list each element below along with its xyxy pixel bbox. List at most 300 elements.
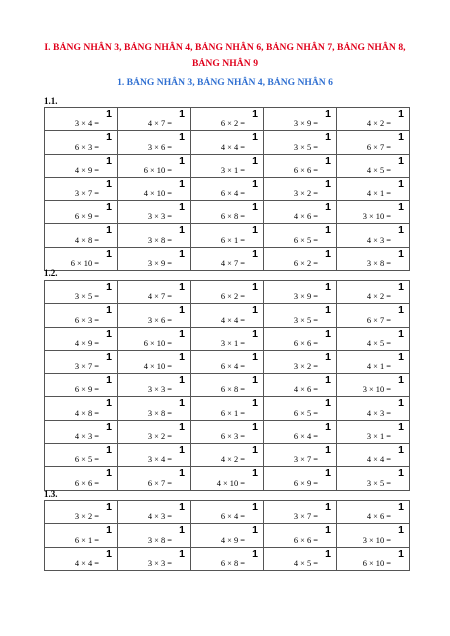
exercise-cell [337,501,410,524]
multiplication-expression: 3 × 3 = [147,212,172,222]
cell-content [264,548,336,570]
exercise-cell [45,524,118,547]
cell-content [45,524,117,546]
exercise-cell [118,444,191,467]
exercise-table [44,107,410,271]
cell-mark: 1 [106,154,112,167]
cell-content [264,224,336,246]
exercise-cell [45,304,118,327]
multiplication-expression: 4 × 5 = [366,165,391,175]
exercise-cell [337,524,410,547]
multiplication-expression: 6 × 2 = [220,292,245,302]
multiplication-expression: 4 × 7 = [147,292,172,302]
multiplication-expression: 4 × 7 = [220,259,245,269]
exercise-cell [45,547,118,570]
cell-mark: 1 [325,224,331,237]
exercise-cell [191,224,264,247]
exercise-cell [191,547,264,570]
multiplication-expression: 4 × 4 = [220,315,245,325]
exercise-cell [118,524,191,547]
cell-content [337,501,409,523]
cell-content [191,524,263,546]
exercise-cell [337,131,410,154]
cell-mark: 1 [106,304,112,317]
multiplication-expression: 4 × 1 = [366,362,391,372]
cell-content [264,444,336,466]
exercise-cell [337,247,410,270]
exercise-cell [118,108,191,131]
exercise-cell [191,501,264,524]
exercise-cell [264,201,337,224]
exercise-cell [337,420,410,443]
exercise-cell [337,108,410,131]
multiplication-expression: 3 × 3 = [147,558,172,568]
cell-content [191,248,263,270]
cell-mark: 1 [325,201,331,214]
cell-mark: 1 [325,304,331,317]
multiplication-expression: 3 × 2 = [147,432,172,442]
multiplication-expression: 4 × 5 = [366,338,391,348]
multiplication-expression: 3 × 8 = [147,408,172,418]
table-row [45,327,410,350]
cell-content [118,524,190,546]
exercise-cell [337,154,410,177]
multiplication-expression: 3 × 5 = [293,315,318,325]
exercise-cell [264,374,337,397]
exercise-cell [264,547,337,570]
exercise-cell [45,281,118,304]
multiplication-expression: 6 × 10 = [70,259,99,269]
multiplication-expression: 6 × 8 = [220,558,245,568]
exercise-cell [45,327,118,350]
multiplication-expression: 4 × 4 = [74,558,99,568]
cell-mark: 1 [325,131,331,144]
cell-content [45,304,117,326]
worksheet-title: I. BẢNG NHÂN 3, BẢNG NHÂN 4, BẢNG NHÂN 6, BẢNG NHÂN 7, BẢNG NHÂN 8, BẢNG NHÂN 9 [44,42,406,69]
cell-content [118,374,190,396]
exercise-cell [45,154,118,177]
exercise-cell [45,108,118,131]
multiplication-expression: 4 × 2 = [220,455,245,465]
exercise-cell [118,420,191,443]
exercise-cell [191,467,264,490]
exercise-cell [337,281,410,304]
exercise-cell [45,501,118,524]
cell-content [191,374,263,396]
cell-content [191,108,263,130]
cell-mark: 1 [325,524,331,537]
cell-content [45,467,117,489]
cell-mark: 1 [179,397,185,410]
table-row [45,420,410,443]
cell-content [45,328,117,350]
exercise-cell [264,397,337,420]
multiplication-expression: 3 × 8 = [147,535,172,545]
exercise-cell [118,177,191,200]
cell-content [45,178,117,200]
multiplication-expression: 6 × 10 = [143,338,172,348]
exercise-cell [337,374,410,397]
cell-content [191,178,263,200]
exercise-cell [191,327,264,350]
cell-mark: 1 [398,281,404,293]
exercise-cell [337,547,410,570]
table-row [45,547,410,570]
multiplication-expression: 3 × 9 = [147,259,172,269]
exercise-cell [118,397,191,420]
cell-content [45,108,117,130]
table-row [45,177,410,200]
exercise-cell [118,224,191,247]
multiplication-expression: 4 × 1 = [366,189,391,199]
table-row [45,397,410,420]
table-row [45,201,410,224]
cell-mark: 1 [398,397,404,410]
cell-mark: 1 [179,177,185,190]
cell-mark: 1 [398,350,404,363]
multiplication-expression: 4 × 6 = [293,212,318,222]
multiplication-expression: 3 × 10 = [362,212,391,222]
multiplication-expression: 6 × 7 = [147,478,172,488]
table-row [45,224,410,247]
cell-mark: 1 [398,327,404,340]
cell-mark: 1 [398,154,404,167]
multiplication-expression: 4 × 2 = [366,119,391,129]
section-label: 1.3. [44,489,58,499]
exercise-cell [264,327,337,350]
exercise-cell [191,177,264,200]
multiplication-expression: 6 × 4 = [220,362,245,372]
cell-mark: 1 [179,154,185,167]
exercise-cell [118,201,191,224]
cell-content [337,201,409,223]
cell-mark: 1 [252,420,258,433]
multiplication-expression: 4 × 4 = [220,142,245,152]
cell-content [264,524,336,546]
cell-mark: 1 [179,501,185,513]
cell-content [45,155,117,177]
table-row [45,524,410,547]
cell-content [337,281,409,303]
exercise-table [44,500,410,571]
cell-content [45,201,117,223]
cell-mark: 1 [252,304,258,317]
multiplication-expression: 4 × 3 = [74,432,99,442]
multiplication-expression: 3 × 1 = [220,165,245,175]
cell-content [118,281,190,303]
multiplication-expression: 4 × 9 = [74,338,99,348]
exercise-cell [337,201,410,224]
section-label: 1.2. [44,268,58,278]
cell-mark: 1 [325,397,331,410]
cell-content [337,524,409,546]
cell-content [337,548,409,570]
multiplication-expression: 4 × 9 = [74,165,99,175]
cell-content [191,467,263,489]
cell-mark: 1 [106,327,112,340]
cell-mark: 1 [106,444,112,457]
cell-mark: 1 [252,247,258,260]
cell-mark: 1 [252,397,258,410]
cell-content [118,304,190,326]
cell-content [264,178,336,200]
cell-mark: 1 [106,131,112,144]
multiplication-expression: 6 × 3 = [220,432,245,442]
exercise-cell [191,350,264,373]
table-row [45,501,410,524]
cell-content [118,108,190,130]
cell-content [337,248,409,270]
exercise-cell [337,177,410,200]
cell-content [337,467,409,489]
cell-mark: 1 [398,224,404,237]
multiplication-expression: 4 × 3 = [147,512,172,522]
table-row [45,247,410,270]
cell-content [264,108,336,130]
multiplication-expression: 3 × 2 = [293,189,318,199]
exercise-cell [337,397,410,420]
cell-mark: 1 [325,467,331,480]
cell-content [118,328,190,350]
cell-content [118,155,190,177]
cell-mark: 1 [179,374,185,387]
multiplication-expression: 6 × 8 = [220,212,245,222]
cell-content [191,328,263,350]
table-row [45,281,410,304]
cell-content [264,248,336,270]
multiplication-expression: 6 × 2 = [220,119,245,129]
cell-mark: 1 [106,247,112,260]
cell-content [191,224,263,246]
exercise-cell [264,224,337,247]
cell-content [118,131,190,153]
cell-mark: 1 [325,177,331,190]
multiplication-expression: 3 × 10 = [362,385,391,395]
multiplication-expression: 6 × 9 = [293,478,318,488]
exercise-cell [191,108,264,131]
multiplication-expression: 6 × 6 = [293,165,318,175]
cell-mark: 1 [398,501,404,513]
cell-mark: 1 [179,444,185,457]
cell-mark: 1 [325,420,331,433]
multiplication-expression: 4 × 3 = [366,408,391,418]
multiplication-expression: 3 × 1 = [220,338,245,348]
cell-mark: 1 [106,467,112,480]
cell-mark: 1 [398,131,404,144]
cell-content [45,351,117,373]
cell-content [191,131,263,153]
cell-content [264,397,336,419]
cell-content [264,374,336,396]
cell-content [118,444,190,466]
multiplication-expression: 4 × 10 = [143,362,172,372]
cell-content [337,304,409,326]
cell-mark: 1 [252,154,258,167]
cell-mark: 1 [106,501,112,513]
cell-content [337,108,409,130]
exercise-cell [264,501,337,524]
cell-mark: 1 [179,350,185,363]
exercise-cell [118,154,191,177]
cell-content [264,328,336,350]
exercise-cell [118,467,191,490]
exercise-cell [191,281,264,304]
cell-content [191,304,263,326]
cell-mark: 1 [398,467,404,480]
cell-mark: 1 [398,444,404,457]
cell-mark: 1 [106,224,112,237]
cell-content [118,201,190,223]
multiplication-expression: 6 × 3 = [74,142,99,152]
table-row [45,304,410,327]
cell-mark: 1 [252,547,258,560]
cell-mark: 1 [106,281,112,293]
cell-content [337,155,409,177]
exercise-cell [45,444,118,467]
cell-mark: 1 [252,444,258,457]
cell-mark: 1 [179,108,185,120]
cell-mark: 1 [325,281,331,293]
cell-mark: 1 [106,350,112,363]
cell-content [264,501,336,523]
multiplication-expression: 6 × 6 = [293,338,318,348]
exercise-cell [337,350,410,373]
exercise-cell [191,524,264,547]
multiplication-expression: 4 × 8 = [74,235,99,245]
exercise-cell [264,467,337,490]
cell-mark: 1 [325,547,331,560]
cell-content [264,351,336,373]
cell-mark: 1 [252,374,258,387]
exercise-cell [45,201,118,224]
multiplication-expression: 6 × 4 = [220,512,245,522]
cell-mark: 1 [252,501,258,513]
multiplication-expression: 4 × 4 = [366,455,391,465]
exercise-cell [118,327,191,350]
exercise-cell [264,177,337,200]
cell-content [45,374,117,396]
multiplication-expression: 3 × 4 = [147,455,172,465]
cell-content [118,248,190,270]
cell-mark: 1 [398,420,404,433]
exercise-cell [118,131,191,154]
exercise-cell [191,131,264,154]
cell-content [337,444,409,466]
table-row [45,350,410,373]
cell-mark: 1 [179,420,185,433]
table-row [45,131,410,154]
multiplication-expression: 4 × 8 = [74,408,99,418]
multiplication-expression: 6 × 6 = [293,535,318,545]
cell-content [191,201,263,223]
cell-mark: 1 [106,397,112,410]
multiplication-expression: 6 × 3 = [74,315,99,325]
cell-mark: 1 [325,350,331,363]
cell-mark: 1 [179,547,185,560]
cell-content [337,328,409,350]
exercise-cell [191,420,264,443]
multiplication-expression: 3 × 7 = [74,189,99,199]
multiplication-expression: 6 × 5 = [74,455,99,465]
cell-content [264,304,336,326]
multiplication-expression: 6 × 4 = [220,189,245,199]
cell-content [337,131,409,153]
cell-mark: 1 [179,327,185,340]
cell-content [264,281,336,303]
exercise-cell [118,501,191,524]
exercise-cell [118,304,191,327]
cell-mark: 1 [106,547,112,560]
cell-mark: 1 [398,177,404,190]
cell-content [118,421,190,443]
multiplication-expression: 3 × 6 = [147,142,172,152]
cell-content [191,421,263,443]
multiplication-expression: 6 × 4 = [293,432,318,442]
cell-mark: 1 [106,177,112,190]
multiplication-expression: 3 × 2 = [293,362,318,372]
cell-content [118,548,190,570]
cell-content [337,397,409,419]
exercise-cell [264,247,337,270]
cell-mark: 1 [252,131,258,144]
exercise-cell [191,247,264,270]
multiplication-expression: 3 × 3 = [147,385,172,395]
cell-content [191,444,263,466]
exercise-cell [337,444,410,467]
cell-mark: 1 [179,201,185,214]
multiplication-expression: 3 × 5 = [74,292,99,302]
cell-mark: 1 [398,547,404,560]
multiplication-expression: 4 × 5 = [293,558,318,568]
exercise-cell [45,420,118,443]
exercise-cell [118,247,191,270]
multiplication-expression: 6 × 1 = [220,235,245,245]
cell-content [337,178,409,200]
exercise-cell [264,304,337,327]
exercise-cell [264,154,337,177]
multiplication-expression: 6 × 1 = [220,408,245,418]
cell-mark: 1 [179,524,185,537]
cell-mark: 1 [179,224,185,237]
cell-mark: 1 [179,247,185,260]
cell-content [45,281,117,303]
exercise-cell [45,131,118,154]
cell-content [118,224,190,246]
exercise-cell [45,350,118,373]
cell-mark: 1 [106,108,112,120]
cell-content [45,421,117,443]
cell-content [264,155,336,177]
multiplication-expression: 3 × 10 = [362,535,391,545]
table-row [45,374,410,397]
cell-mark: 1 [398,524,404,537]
cell-content [264,467,336,489]
exercise-cell [45,224,118,247]
exercise-cell [191,397,264,420]
exercise-cell [264,524,337,547]
cell-mark: 1 [325,247,331,260]
cell-mark: 1 [325,501,331,513]
cell-content [118,178,190,200]
exercise-cell [264,420,337,443]
exercise-cell [191,444,264,467]
exercise-cell [191,154,264,177]
multiplication-expression: 6 × 6 = [74,478,99,488]
cell-mark: 1 [325,327,331,340]
cell-mark: 1 [325,108,331,120]
cell-content [337,224,409,246]
cell-content [337,351,409,373]
